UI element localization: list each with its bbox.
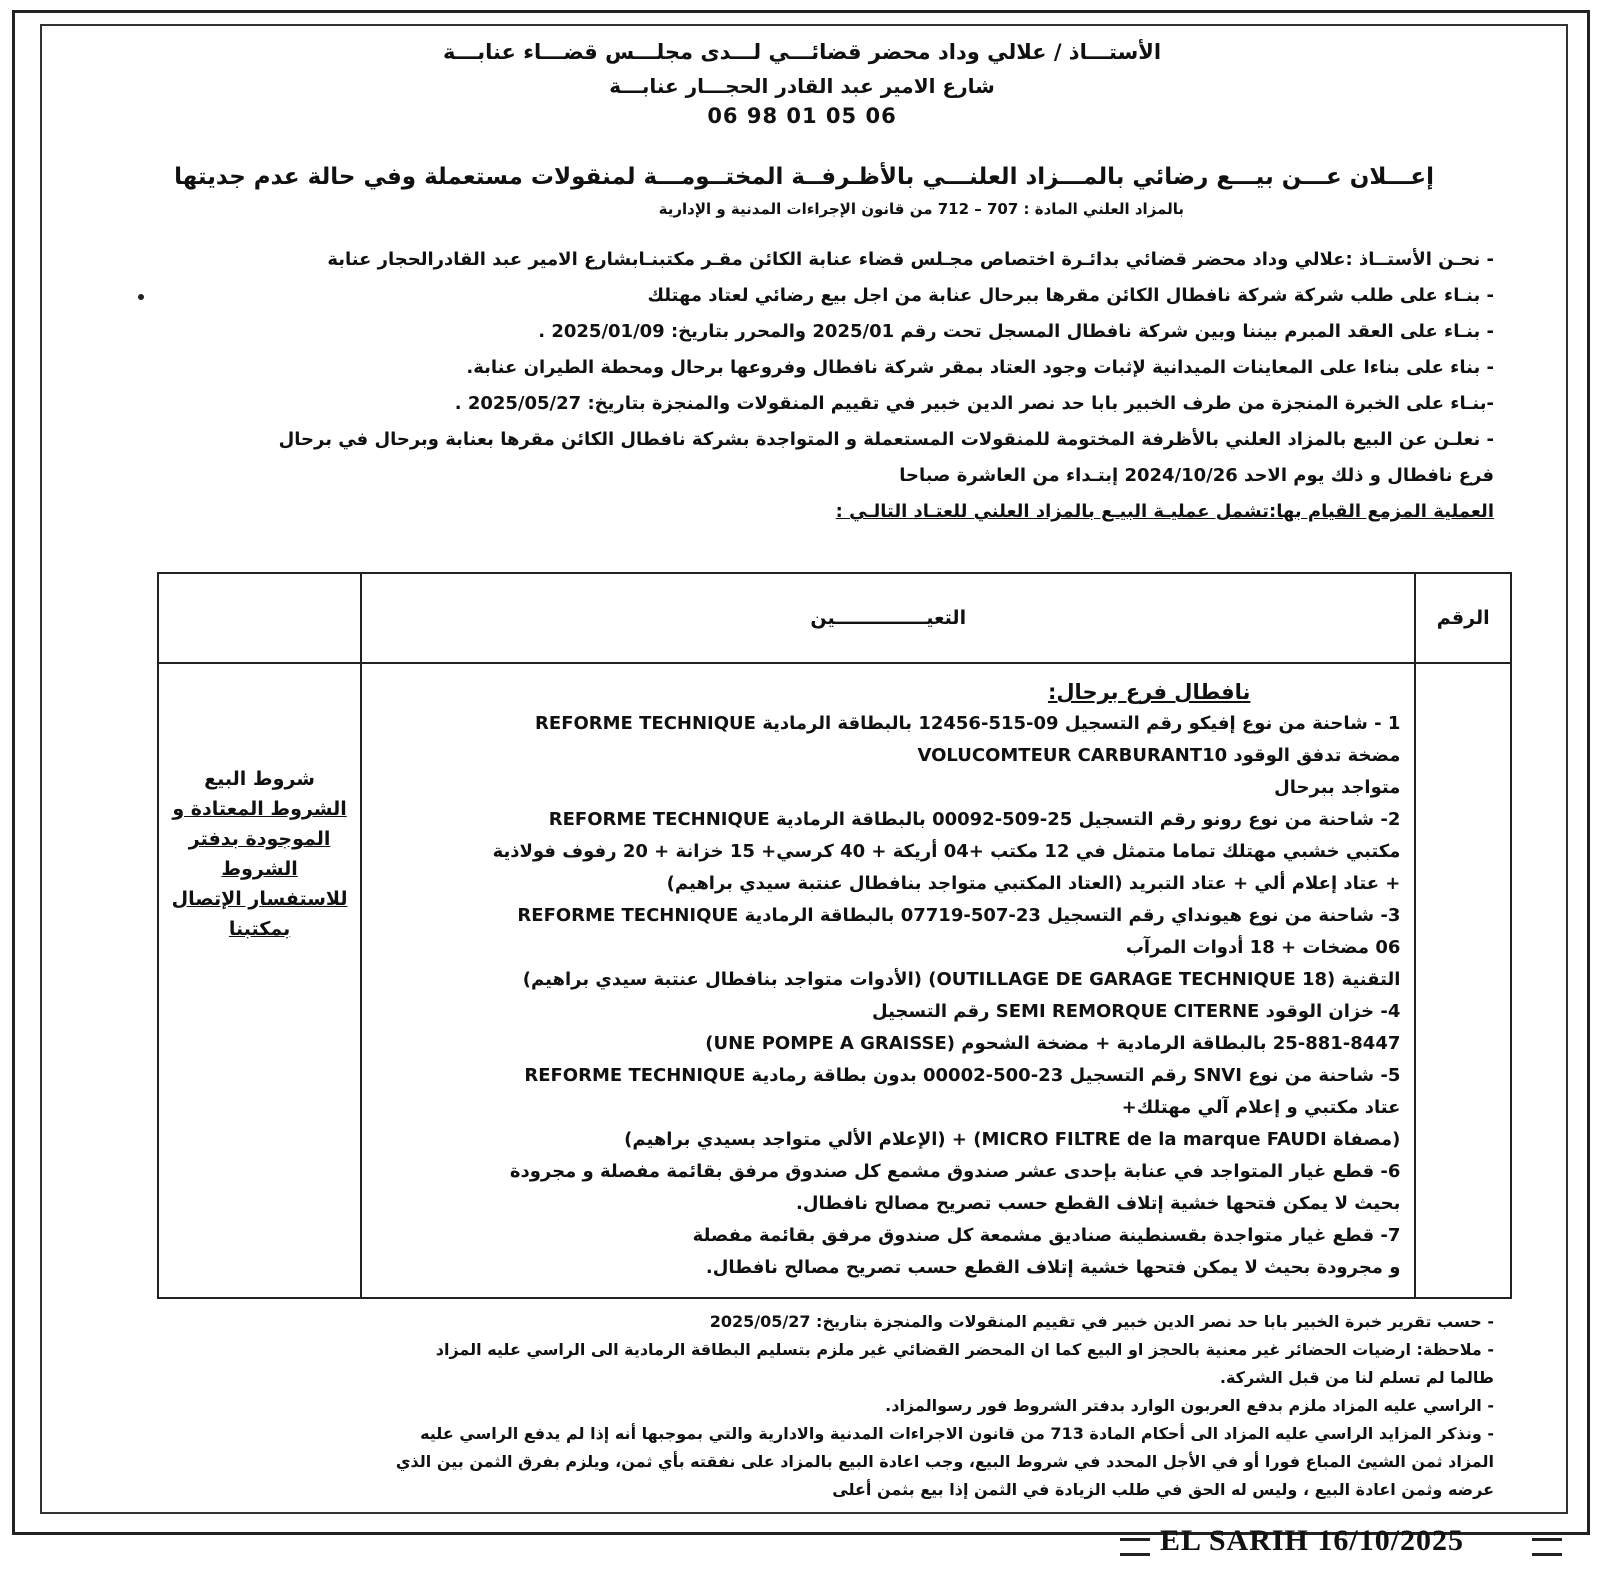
table-header-row: [158, 573, 1511, 663]
conditions-line: الشروط المعتادة و: [172, 798, 347, 820]
bailiff-phone: 06 98 01 05 06: [707, 104, 897, 128]
item-line: (مصفاة MICRO FILTRE de la marque FAUDI) + (الإعلام الألي متواجد بسيدي براهيم): [624, 1129, 1401, 1150]
intro-line: - بنـاء على طلب شركة شركة نافطال الكائن مقرها ببرحال عنابة من اجل بيع رضائي لعتاد مهتلك: [647, 285, 1494, 306]
intro-line: فرع نافطال و ذلك يوم الاحد 2024/10/26 إبتـداء من العاشرة صباحا: [899, 465, 1494, 486]
branch-heading: نافطال فرع برحال:: [1047, 680, 1251, 704]
item-line: و مجرودة بحيث لا يمكن فتحها خشية إتلاف القطع حسب تصريح مصالح نافطال.: [705, 1257, 1401, 1278]
note-line: - الراسي عليه المزاد ملزم بدفع العربون الوارد بدفتر الشروط فور رسوالمزاد.: [885, 1396, 1494, 1415]
conditions-line: الشروط: [221, 858, 298, 880]
column-header-number: الرقم: [1415, 573, 1511, 663]
item-line: 25-881-8447 بالبطاقة الرمادية + مضخة الشحوم (UNE POMPE A GRAISSE): [705, 1033, 1401, 1054]
footer-rule-left: [1120, 1538, 1150, 1556]
announcement-subtitle: بالمزاد العلني المادة : 707 – 712 من قانون الإجراءات المدنية و الإدارية: [658, 200, 1184, 218]
conditions-line: الموجودة بدفتر: [188, 828, 331, 850]
intro-line: - بناء على بناءا على المعاينات الميدانية لإثبات وجود العتاد بمقر شركة نافطال وفروعها برحال ومحطة الطيران عنابة.: [466, 357, 1494, 378]
item-line: 7- قطع غيار متواجدة بقسنطينة صناديق مشمعة كل صندوق مرفق بقائمة مفصلة: [692, 1225, 1401, 1246]
intro-line: - نعلـن عن البيع بالمزاد العلني بالأظرفة المختومة للمنقولات المستعملة و المتواجدة بشركة نافطال الكائن مقرها بعنابة وبرحال في برحال: [278, 429, 1494, 450]
number-cell: [1415, 663, 1511, 1298]
bailiff-name: الأستـــاذ / علالي وداد محضر قضائـــي لـــدى مجلـــس قضـــاء عنابـــة: [442, 40, 1162, 64]
note-line: عرضه وثمن اعادة البيع ، وليس له الحق في طلب الزيادة في الثمن إذا بيع بثمن أعلى: [832, 1480, 1494, 1499]
note-line: - ملاحظة: ارضيات الحضائر غير معنية بالحجز او البيع كما ان المحضر القضائي غير ملزم بتسليم البطاقة الرمادية الى الراسي عليه المزاد: [435, 1340, 1494, 1359]
notes-section: [94, 1308, 1494, 1504]
item-line: 06 مضخات + 18 أدوات المرآب: [1125, 937, 1401, 958]
column-header-description: التعيــــــــــــــين: [361, 573, 1415, 663]
item-line: عتاد مكتبي و إعلام آلي مهتلك+: [1121, 1097, 1401, 1118]
item-line: 5- شاحنة من نوع SNVI رقم التسجيل 23-500-00002 بدون بطاقة رمادية REFORME TECHNIQUE: [524, 1065, 1401, 1086]
goods-table: [157, 572, 1512, 1299]
item-line: 2- شاحنة من نوع رونو رقم التسجيل 25-509-00092 بالبطاقة الرمادية REFORME TECHNIQUE: [548, 809, 1401, 830]
table-row: [158, 663, 1511, 1298]
description-cell: [361, 663, 1415, 1298]
conditions-line: شروط البيع: [204, 768, 315, 790]
intro-line: -بنـاء على الخبرة المنجزة من طرف الخبير بابا حد نصر الدين خبير في تقييم المنقولات والمنجزة بتاريخ: 2025/05/27 .: [454, 393, 1494, 414]
bailiff-address: شارع الامير عبد القادر الحجـــار عنابـــة: [609, 74, 995, 98]
note-line: المزاد ثمن الشيئ المباع فورا أو في الأجل المحدد في شروط البيع، وجب اعادة البيع بالمزاد على نفقته بأي ثمن، ويلزم بفرق الثمن بين الذي: [395, 1452, 1494, 1471]
intro-line-operation: العملية المزمع القيام بها:تشمل عمليـة البيـع بالمزاد العلني للعتـاد التالـي :: [835, 501, 1494, 522]
note-line: طالما لم تسلم لنا من قبل الشركة.: [1219, 1368, 1494, 1387]
note-line: - حسب تقرير خبرة الخبير بابا حد نصر الدين خبير في تقييم المنقولات والمنجزة بتاريخ: 2025/05/27: [709, 1312, 1494, 1331]
column-header-conditions: [158, 573, 361, 663]
note-line: - ونذكر المزايد الراسي عليه المزاد الى أحكام المادة 713 من قانون الاجراءات المدنية والادارية والتي بموجبها أنه إذا لم يدفع الراسي عليه: [420, 1424, 1494, 1443]
item-line: 1 - شاحنة من نوع إفيكو رقم التسجيل 09-515-12456 بالبطاقة الرمادية REFORME TECHNIQUE: [535, 713, 1401, 734]
conditions-cell: [158, 663, 361, 1298]
item-line: مضخة تدفق الوقود VOLUCOMTEUR CARBURANT10: [917, 745, 1401, 766]
item-line: التقنية (OUTILLAGE DE GARAGE TECHNIQUE 18) (الأدوات متواجد بنافطال عنتبة سيدي براهيم): [522, 969, 1401, 990]
item-line: 4- خزان الوقود SEMI REMORQUE CITERNE رقم التسجيل: [872, 1001, 1401, 1022]
intro-line: - نحـن الأستــاذ :علالي وداد محضر قضائي بدائـرة اختصاص مجـلس قضاء عنابة الكائن مقـر مكتبنـابشارع الامير عبد القادرالحجار عنابة: [327, 249, 1494, 270]
item-line: 6- قطع غيار المتواجد في عنابة بإحدى عشر صندوق مشمع كل صندوق مرفق بقائمة مفصلة و مجرودة: [509, 1161, 1401, 1182]
item-line: + عتاد إعلام ألي + عتاد التبريد (العتاد المكتبي متواجد بنافطال عنتبة سيدي براهيم): [666, 873, 1401, 894]
announcement-title: إعـــلان عـــن بيـــع رضائي بالمـــزاد العلنـــي بالأظـرفــة المختــومـــة لمنقولات مستعملة وفي حالة عدم جديتها: [174, 164, 1434, 190]
item-line: مكتبي خشبي مهتلك تماما متمثل في 12 مكتب +04 أريكة + 40 كرسي+ 15 خزانة + 20 رفوف فولاذية: [492, 841, 1401, 862]
footer-rule-right: [1532, 1538, 1562, 1556]
conditions-line: للاستفسار الإتصال: [171, 888, 348, 910]
intro-paragraph: [114, 242, 1494, 530]
intro-line: - بنـاء على العقد المبرم بيننا وبين شركة نافطال المسجل تحت رقم 2025/01 والمحرر بتاريخ: 2025/01/09 .: [538, 321, 1494, 342]
item-line: متواجد ببرحال: [1274, 777, 1401, 798]
item-line: 3- شاحنة من نوع هيونداي رقم التسجيل 23-507-07719 بالبطاقة الرمادية REFORME TECHNIQUE: [517, 905, 1401, 926]
item-line: بحيث لا يمكن فتحها خشية إتلاف القطع حسب تصريح مصالح نافطال.: [795, 1193, 1401, 1214]
newspaper-date: EL SARIH 16/10/2025: [1160, 1524, 1465, 1557]
conditions-line: بمكتبنا: [228, 918, 291, 940]
